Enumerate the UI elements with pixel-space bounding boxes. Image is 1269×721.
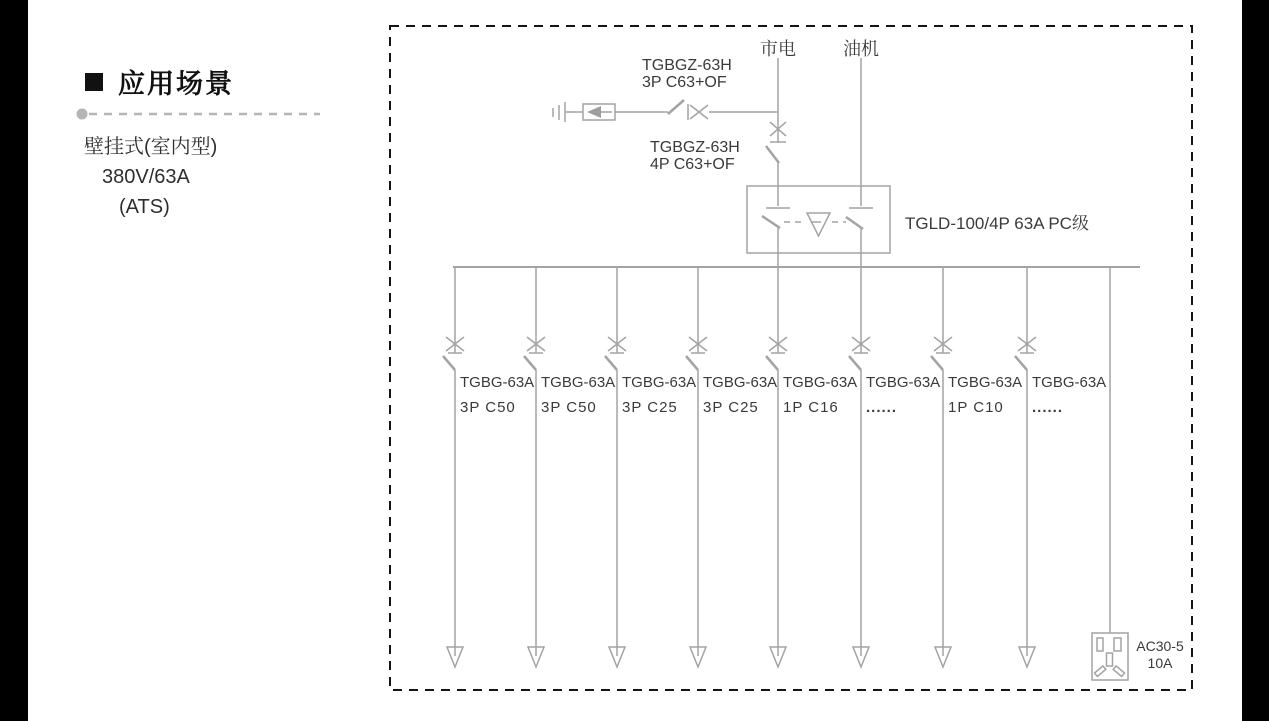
spd-breaker-spec: 3P C63+OF	[642, 74, 727, 91]
branch-feeder-8	[1015, 267, 1036, 667]
branch-model: TGBG-63A	[460, 374, 535, 391]
branch-label-3	[622, 375, 696, 416]
branch-feeder-5	[766, 267, 787, 667]
branch-model: TGBG-63A	[948, 374, 1023, 391]
branch-spec: 3P C25	[703, 399, 759, 416]
spd-breaker-label	[642, 57, 732, 91]
branch-spec: 3P C25	[622, 399, 678, 416]
branch-feeder-3	[605, 267, 626, 667]
branch-label-7	[948, 375, 1022, 416]
socket-rating: 10A	[1147, 655, 1173, 671]
branch-spec: ......	[866, 399, 898, 416]
branch-feeder-2	[524, 267, 545, 667]
branch-spec: 3P C50	[541, 399, 597, 416]
spd-branch	[553, 100, 778, 122]
spd-breaker-model: TGBGZ-63H	[642, 57, 732, 74]
mains-incoming-line	[766, 58, 786, 186]
branch-feeder-1	[443, 267, 464, 667]
section-heading-title: 应用场景	[118, 69, 234, 99]
transfer-breaker-spec: 4P C63+OF	[650, 156, 735, 173]
branch-feeder-7	[931, 267, 952, 667]
socket-model: AC30-5	[1136, 638, 1184, 654]
transfer-breaker-model: TGBGZ-63H	[650, 139, 740, 156]
branch-spec: 1P C16	[783, 399, 839, 416]
socket-label	[1131, 638, 1189, 672]
branch-label-1	[460, 375, 534, 416]
ats-label: TGLD-100/4P 63A PC级	[905, 214, 1089, 233]
branch-model: TGBG-63A	[541, 374, 616, 391]
branch-label-6	[866, 375, 940, 416]
branch-label-2	[541, 375, 615, 416]
spd-arrow-icon	[587, 106, 601, 118]
mains-source-label: 市电	[760, 39, 796, 59]
branch-label-4	[703, 375, 777, 416]
branch-spec: ......	[1032, 399, 1064, 416]
branch-model: TGBG-63A	[622, 374, 697, 391]
diagram-dashed-border	[390, 26, 1192, 690]
branch-model: TGBG-63A	[783, 374, 858, 391]
application-item-ats: (ATS)	[119, 196, 170, 218]
branch-label-5	[783, 375, 857, 416]
branch-feeder-4	[686, 267, 707, 667]
branch-spec: 3P C50	[460, 399, 516, 416]
branch-spec: 1P C10	[948, 399, 1004, 416]
application-item-mount-type: 壁挂式(室内型)	[84, 136, 218, 158]
generator-source-label: 油机	[843, 39, 879, 59]
branch-model: TGBG-63A	[1032, 374, 1107, 391]
ats-switch	[747, 186, 890, 267]
branch-model: TGBG-63A	[703, 374, 778, 391]
branch-model: TGBG-63A	[866, 374, 941, 391]
application-item-rating: 380V/63A	[102, 166, 190, 188]
branch-feeder-6	[849, 267, 870, 667]
transfer-breaker-label	[650, 139, 740, 173]
ats-interlock-triangle-icon	[807, 213, 830, 236]
branch-label-8	[1032, 375, 1106, 416]
socket-symbol	[1092, 633, 1128, 680]
